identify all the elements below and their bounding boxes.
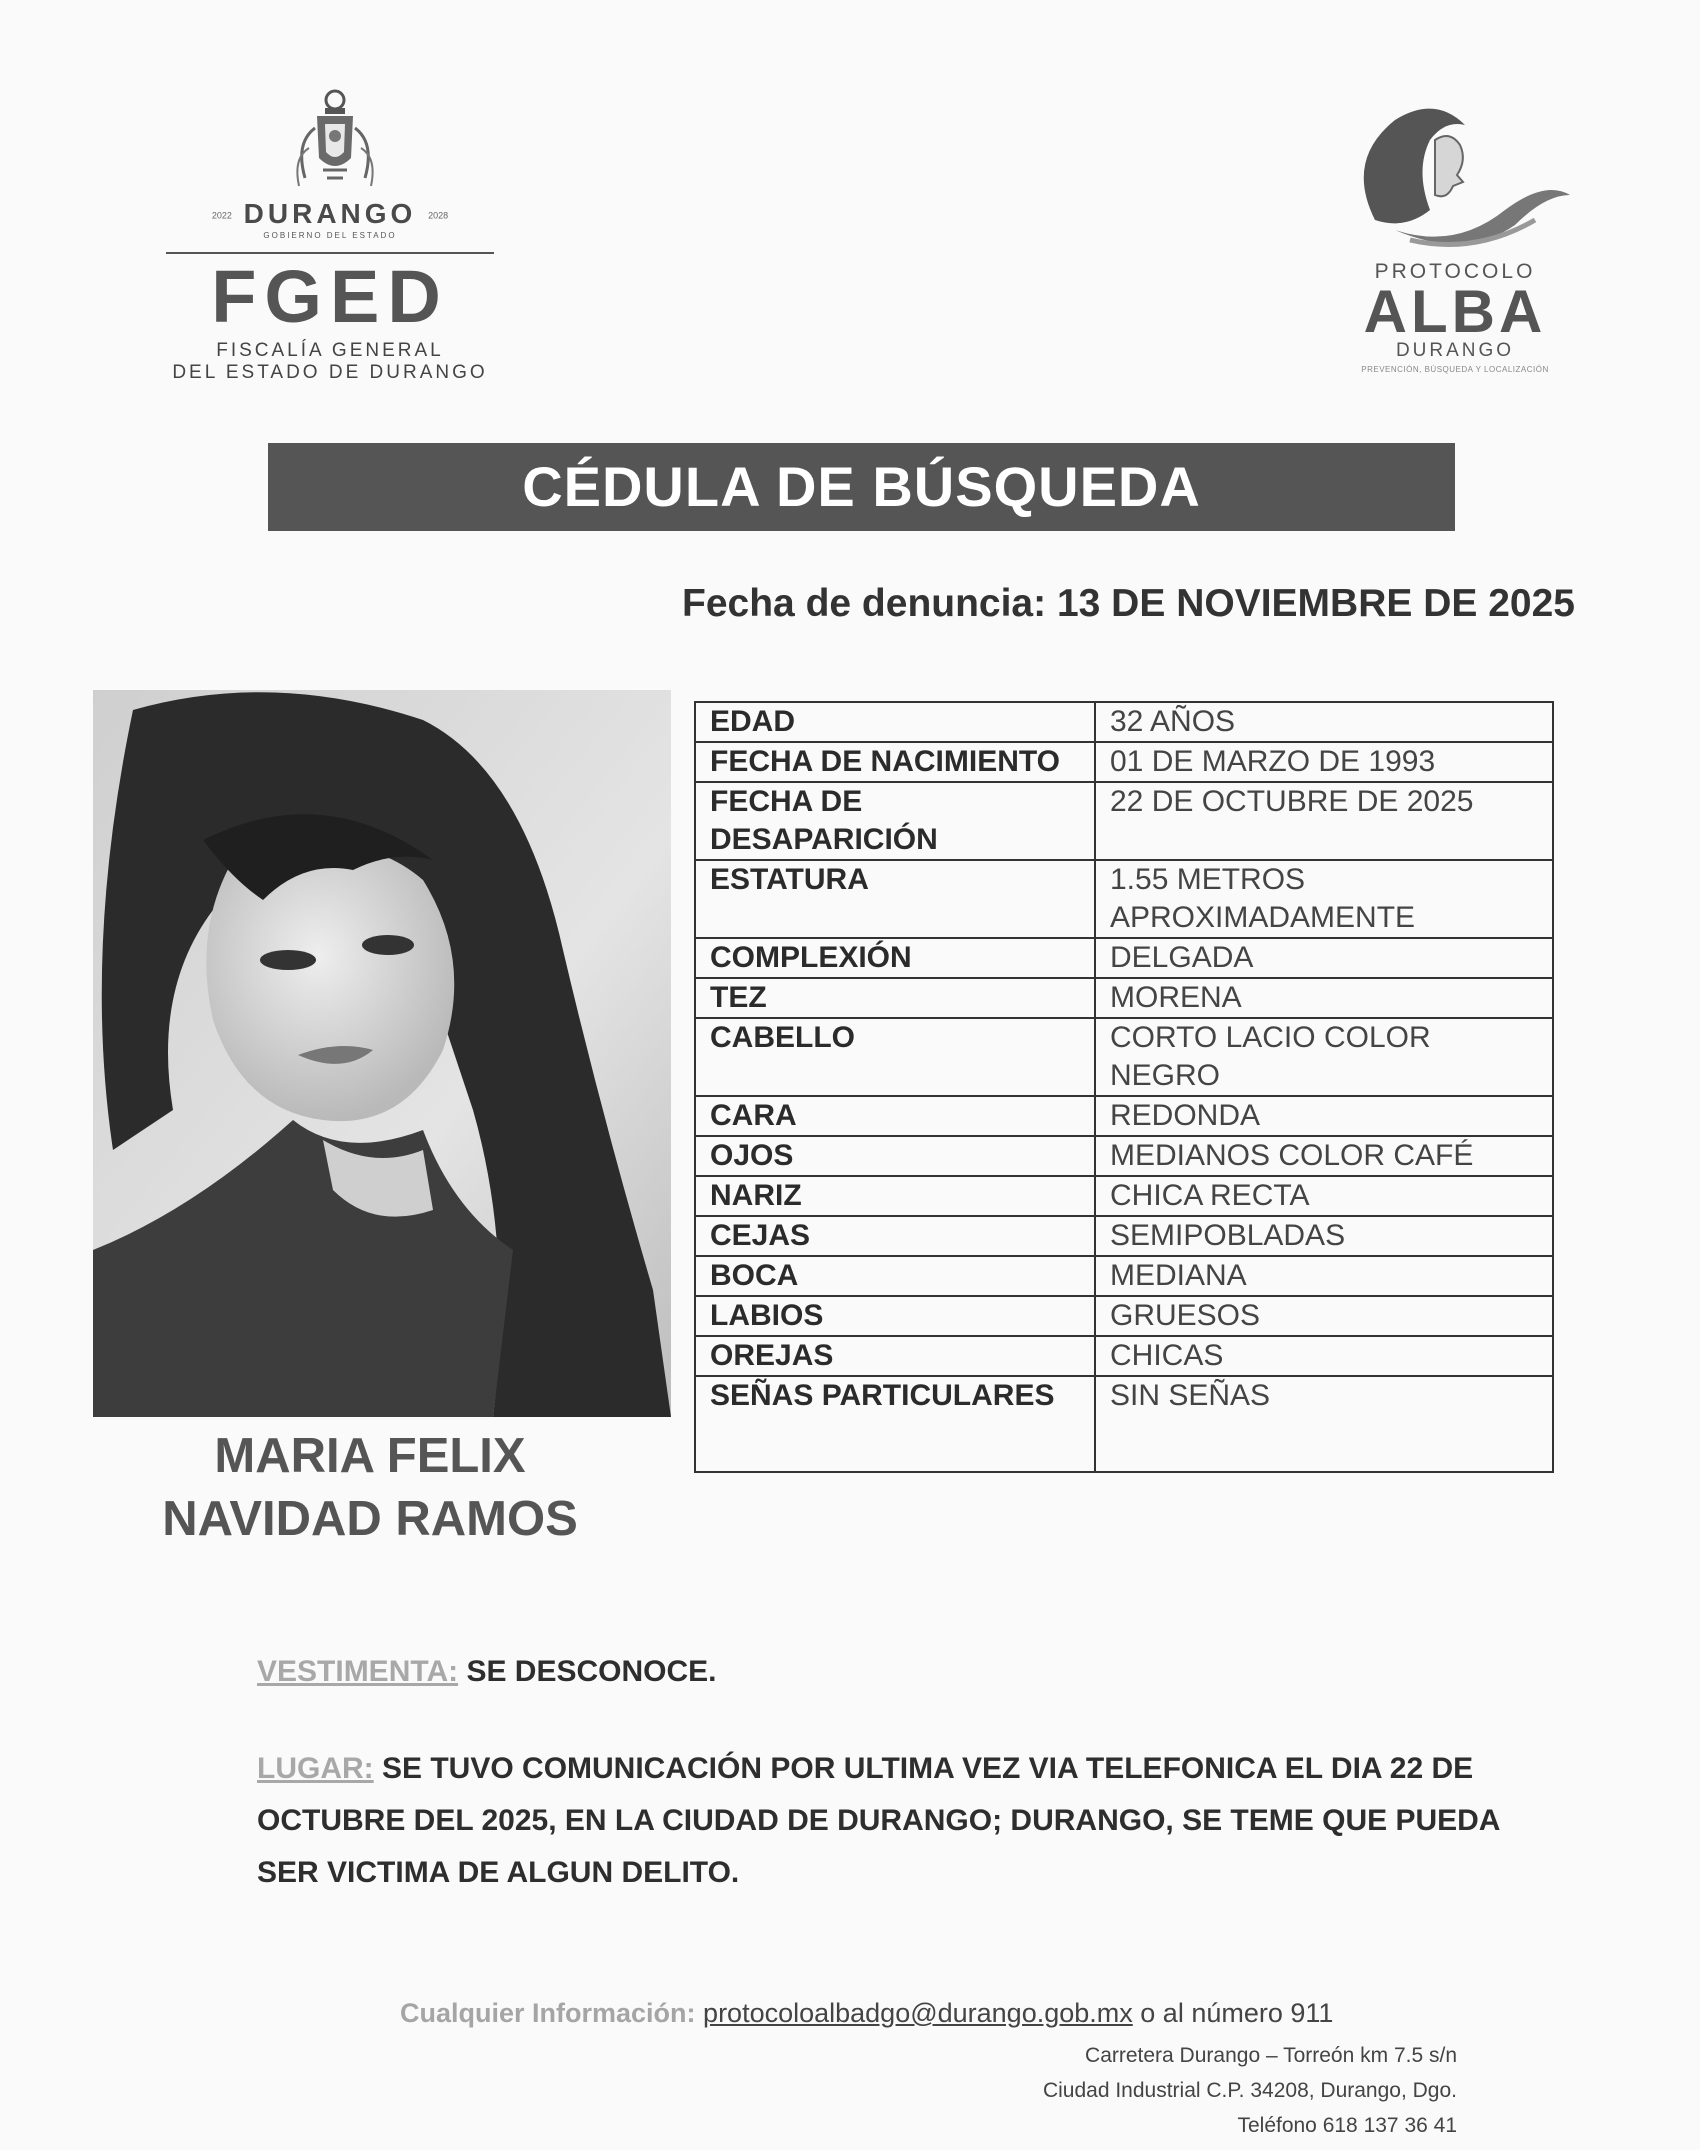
detail-value: 01 DE MARZO DE 1993 — [1095, 742, 1553, 782]
detail-value: 32 AÑOS — [1095, 702, 1553, 742]
table-row — [695, 1336, 1553, 1376]
person-name — [80, 1425, 660, 1551]
alba-durango-text: DURANGO — [1395, 340, 1515, 361]
report-date-value: 13 DE NOVIEMBRE DE 2025 — [1056, 582, 1575, 625]
table-row — [695, 1296, 1553, 1336]
location-block — [257, 1743, 1557, 1899]
detail-value: CHICA RECTA — [1095, 1176, 1553, 1216]
detail-value: CORTO LACIO COLOR NEGRO — [1095, 1018, 1553, 1096]
table-row — [695, 1176, 1553, 1216]
missing-person-photo — [93, 690, 671, 1417]
detail-value: CHICAS — [1095, 1336, 1553, 1376]
table-row — [695, 1256, 1553, 1296]
fiscalia-name: FISCALÍA GENERAL DEL ESTADO DE DURANGO — [172, 340, 488, 383]
detail-label: OREJAS — [695, 1336, 1095, 1376]
detail-value: SEMIPOBLADAS — [1095, 1216, 1553, 1256]
table-row — [695, 978, 1553, 1018]
detail-label: ESTATURA — [695, 860, 1095, 938]
detail-value: DELGADA — [1095, 938, 1553, 978]
location-value: SE TUVO COMUNICACIÓN POR ULTIMA VEZ VIA TELEFONICA EL DIA 22 DE OCTUBRE DEL 2025, EN LA CIUDAD DE DURANGO; DURANGO, SE TEME QUE PUEDA SER VICTIMA DE ALGUN DELITO. — [257, 1752, 1500, 1889]
government-label: GOBIERNO DEL ESTADO — [263, 231, 397, 240]
detail-label: SEÑAS PARTICULARES — [695, 1376, 1095, 1472]
woman-profile-icon — [1335, 100, 1575, 250]
contact-email-link[interactable]: protocoloalbadgo@durango.gob.mx — [703, 1998, 1133, 2028]
alba-tagline: PREVENCIÓN, BÚSQUEDA Y LOCALIZACIÓN — [1361, 365, 1549, 374]
contact-line — [400, 1998, 1600, 2029]
address-line-3: Teléfono 618 137 36 41 — [1237, 2114, 1457, 2137]
fged-logo — [160, 88, 500, 393]
detail-label: CEJAS — [695, 1216, 1095, 1256]
table-row — [695, 742, 1553, 782]
table-row — [695, 782, 1553, 860]
table-row — [695, 1018, 1553, 1096]
clothing-label: VESTIMENTA: — [257, 1655, 459, 1688]
location-label: LUGAR: — [257, 1752, 374, 1785]
person-name-line2: NAVIDAD RAMOS — [162, 1492, 578, 1546]
protocolo-alba-logo — [1320, 100, 1590, 390]
detail-value: MEDIANOS COLOR CAFÉ — [1095, 1136, 1553, 1176]
clothing-value: SE DESCONOCE. — [466, 1655, 717, 1688]
detail-label: FECHA DE DESAPARICIÓN — [695, 782, 1095, 860]
detail-label: CARA — [695, 1096, 1095, 1136]
physical-description-table — [694, 701, 1554, 1473]
alba-wordmark: ALBA — [1363, 278, 1547, 345]
durango-wordmark: 2022 DURANGO 2028 — [211, 198, 449, 229]
person-name-line1: MARIA FELIX — [214, 1429, 526, 1483]
detail-label: NARIZ — [695, 1176, 1095, 1216]
table-row — [695, 1376, 1553, 1472]
detail-value: SIN SEÑAS — [1095, 1376, 1553, 1472]
report-date-label: Fecha de denuncia: — [682, 582, 1047, 625]
table-row — [695, 702, 1553, 742]
detail-value: GRUESOS — [1095, 1296, 1553, 1336]
title-banner — [268, 443, 1455, 531]
detail-value: 1.55 METROS APROXIMADAMENTE — [1095, 860, 1553, 938]
state-crest-icon — [285, 88, 385, 198]
table-row — [695, 1096, 1553, 1136]
detail-value: MORENA — [1095, 978, 1553, 1018]
address-line-1: Carretera Durango – Torreón km 7.5 s/n — [1085, 2044, 1457, 2067]
detail-value: REDONDA — [1095, 1096, 1553, 1136]
detail-label: FECHA DE NACIMIENTO — [695, 742, 1095, 782]
address-line-2: Ciudad Industrial C.P. 34208, Durango, Dgo. — [1042, 2079, 1457, 2102]
contact-connector: o al — [1140, 1998, 1184, 2028]
detail-label: CABELLO — [695, 1018, 1095, 1096]
detail-value: 22 DE OCTUBRE DE 2025 — [1095, 782, 1553, 860]
logo-divider — [166, 252, 494, 254]
portrait-image — [93, 690, 671, 1417]
contact-phone: número 911 — [1191, 1998, 1334, 2028]
table-row — [695, 1216, 1553, 1256]
table-row — [695, 1136, 1553, 1176]
alba-protocolo-text: PROTOCOLO — [1374, 260, 1536, 283]
detail-label: BOCA — [695, 1256, 1095, 1296]
detail-label: COMPLEXIÓN — [695, 938, 1095, 978]
detail-label: TEZ — [695, 978, 1095, 1018]
details-table-body — [695, 702, 1553, 1472]
detail-value: MEDIANA — [1095, 1256, 1553, 1296]
detail-label: OJOS — [695, 1136, 1095, 1176]
clothing-line — [257, 1655, 1557, 1689]
page-title: CÉDULA DE BÚSQUEDA — [522, 455, 1201, 518]
report-date — [500, 582, 1575, 626]
fged-acronym: FGED — [211, 255, 449, 338]
detail-label: LABIOS — [695, 1296, 1095, 1336]
contact-label: Cualquier Información: — [400, 1998, 696, 2028]
table-row — [695, 860, 1553, 938]
table-row — [695, 938, 1553, 978]
detail-label: EDAD — [695, 702, 1095, 742]
